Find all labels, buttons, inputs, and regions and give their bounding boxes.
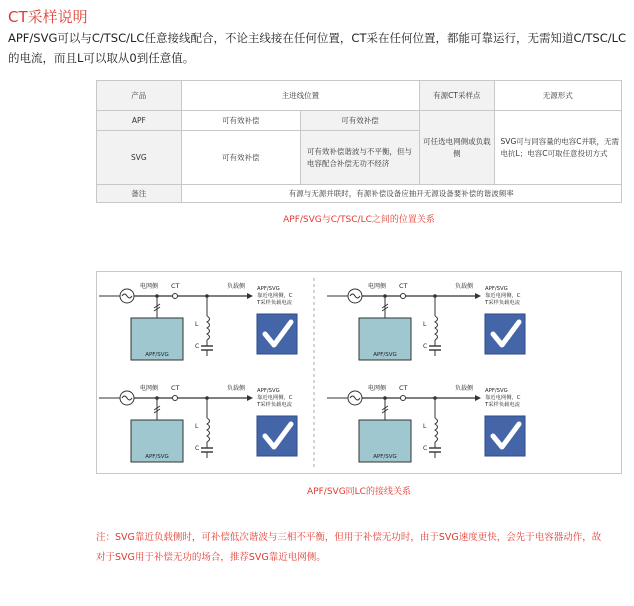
ct-icon <box>401 396 406 401</box>
grid-side-label: 电网侧 <box>368 283 387 290</box>
wiring-diagram-svg <box>97 272 621 473</box>
load-arrow-icon <box>475 395 481 401</box>
inductor-label: L <box>423 423 427 430</box>
grid-side-label: 电网侧 <box>140 385 159 392</box>
header-product: 产品 <box>97 81 182 111</box>
wiring-sub-diagram <box>327 282 525 360</box>
ct-label: CT <box>399 282 408 290</box>
capacitor-label: C <box>195 343 200 350</box>
page-title: CT采样说明 <box>8 8 88 26</box>
table-header-row <box>97 81 622 111</box>
intro-paragraph: APF/SVG可以与C/TSC/LC任意接线配合，不论主线接在任何位置，CT采在任何位置，都能可靠运行，无需知道C/TSC/LC的电流，而且L可以取从0到任意值。 <box>8 31 627 65</box>
svg-main-b: 可有效补偿谐波与不平衡，但与电容配合补偿无功不经济 <box>300 131 419 185</box>
capacitor-label: C <box>195 445 200 452</box>
remark-label: 备注 <box>97 185 182 203</box>
inductor-label: L <box>195 423 199 430</box>
comparison-table <box>96 80 622 203</box>
apf-svg-label: APF/SVG <box>145 454 169 460</box>
load-arrow-icon <box>247 395 253 401</box>
apf-main-b: 可有效补偿 <box>300 111 419 131</box>
load-arrow-icon <box>247 293 253 299</box>
apf-main-a: 可有效补偿 <box>181 111 300 131</box>
svg-product: SVG <box>97 131 182 185</box>
capacitor-label: C <box>423 445 428 452</box>
inductor-icon <box>207 316 210 340</box>
inductor-icon <box>435 316 438 340</box>
ct-label: CT <box>171 282 180 290</box>
table-row-remark <box>97 185 622 203</box>
passive-cell: SVG可与同容量的电容C并联，无需电抗L；电容C可取任意投切方式 <box>494 111 621 185</box>
table-row-apf <box>97 111 622 131</box>
apf-product: APF <box>97 111 182 131</box>
header-main-line: 主进线位置 <box>181 81 420 111</box>
apf-svg-label: APF/SVG <box>145 352 169 358</box>
load-arrow-icon <box>475 293 481 299</box>
ct-label: CT <box>399 384 408 392</box>
diagram-note: APF/SVG 靠近电网侧，C T采样负载电流 <box>485 286 521 306</box>
load-side-label: 负载侧 <box>455 283 474 290</box>
remark-text: 有源与无源并联时，有源补偿设备应抽开无源设备要补偿的谐波频率 <box>181 185 621 203</box>
apf-svg-label: APF/SVG <box>373 454 397 460</box>
inductor-label: L <box>195 321 199 328</box>
wiring-sub-diagram <box>99 384 297 462</box>
grid-side-label: 电网侧 <box>140 283 159 290</box>
inductor-label: L <box>423 321 427 328</box>
diagram-note: APF/SVG 靠近电网侧，C T采样负载电流 <box>485 388 521 408</box>
apf-svg-label: APF/SVG <box>373 352 397 358</box>
footnote: 注：SVG靠近负载侧时，可补偿低次谐波与三相不平衡，但用于补偿无功时，由于SVG速度更快，会先于电容器动作，故对于SVG用于补偿无功的场合，推荐SVG靠近电网侧。 <box>96 532 602 563</box>
diagram-note: APF/SVG 靠近电网侧，C T采样负载电流 <box>257 388 293 408</box>
capacitor-label: C <box>423 343 428 350</box>
ct-label: CT <box>171 384 180 392</box>
diagram-caption: APF/SVG同LC的接线关系 <box>307 487 411 497</box>
inductor-icon <box>207 418 210 442</box>
table-caption: APF/SVG与C/TSC/LC之间的位置关系 <box>283 215 435 225</box>
wiring-diagram <box>96 271 622 474</box>
ct-icon <box>173 294 178 299</box>
ct-icon <box>401 294 406 299</box>
grid-side-label: 电网侧 <box>368 385 387 392</box>
diagram-note: APF/SVG 靠近电网侧，C T采样负载电流 <box>257 286 293 306</box>
wiring-sub-diagram <box>99 282 297 360</box>
header-ct-point: 有源CT采样点 <box>420 81 494 111</box>
load-side-label: 负载侧 <box>227 385 246 392</box>
load-side-label: 负载侧 <box>227 283 246 290</box>
inductor-icon <box>435 418 438 442</box>
ct-icon <box>173 396 178 401</box>
svg-main-a: 可有效补偿 <box>181 131 300 185</box>
load-side-label: 负载侧 <box>455 385 474 392</box>
ct-point-cell: 可任选电网侧或负载侧 <box>420 111 494 185</box>
header-passive: 无源形式 <box>494 81 621 111</box>
wiring-sub-diagram <box>327 384 525 462</box>
